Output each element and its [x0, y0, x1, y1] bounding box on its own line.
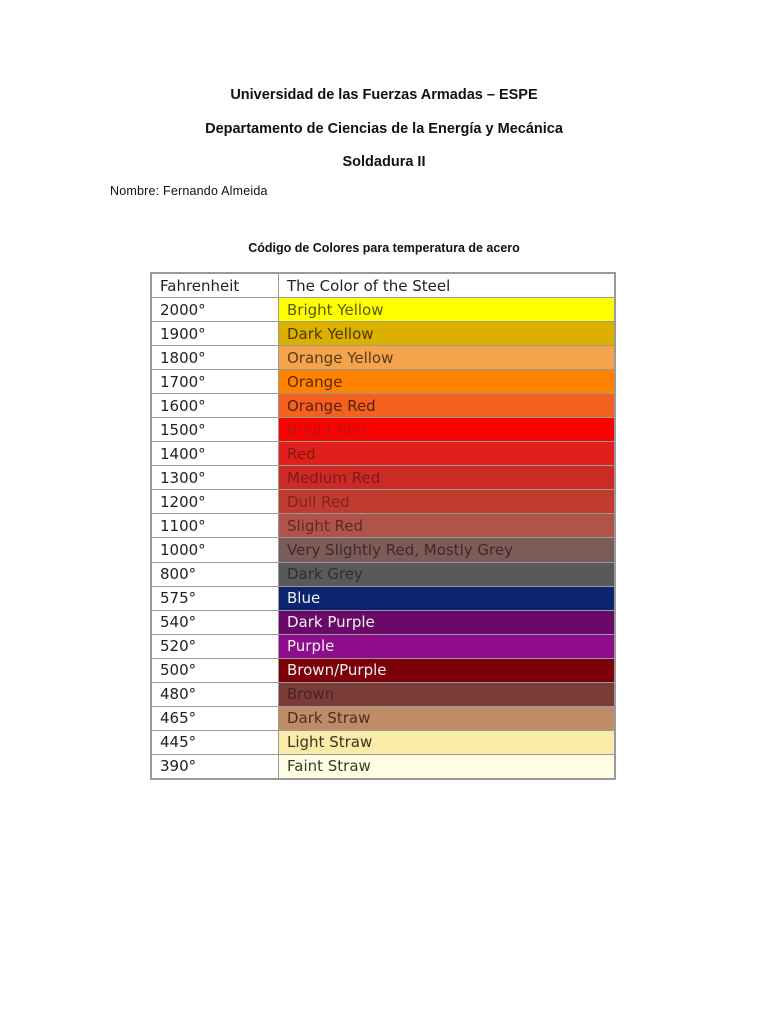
- steel-color-cell: Dark Yellow: [279, 322, 615, 346]
- temperature-cell: 1100°: [152, 514, 279, 538]
- table-row: [152, 538, 615, 562]
- table-row: [152, 346, 615, 370]
- table-row: [152, 754, 615, 778]
- steel-color-cell: Dark Grey: [279, 562, 615, 586]
- steel-color-cell: Red: [279, 442, 615, 466]
- steel-color-cell: Dull Red: [279, 490, 615, 514]
- temperature-cell: 1400°: [152, 442, 279, 466]
- table-header-row: [152, 274, 615, 298]
- temperature-cell: 1800°: [152, 346, 279, 370]
- steel-color-cell: Bright Red: [279, 418, 615, 442]
- temperature-cell: 540°: [152, 610, 279, 634]
- student-name: Nombre: Fernando Almeida: [110, 184, 268, 198]
- table-body: [152, 298, 615, 779]
- department-title: Departamento de Ciencias de la Energía y Mecánica: [205, 121, 563, 137]
- table-row: [152, 370, 615, 394]
- temperature-cell: 575°: [152, 586, 279, 610]
- table-row: [152, 514, 615, 538]
- table-row: [152, 610, 615, 634]
- table-row: [152, 730, 615, 754]
- steel-color-cell: Light Straw: [279, 730, 615, 754]
- table-row: [152, 298, 615, 322]
- temperature-cell: 1600°: [152, 394, 279, 418]
- steel-color-cell: Brown: [279, 682, 615, 706]
- table-caption: Código de Colores para temperatura de acero: [248, 241, 520, 255]
- table-row: [152, 586, 615, 610]
- table-row: [152, 658, 615, 682]
- steel-color-cell: Faint Straw: [279, 754, 615, 778]
- table-row: [152, 442, 615, 466]
- steel-color-cell: Orange: [279, 370, 615, 394]
- table-row: [152, 322, 615, 346]
- steel-color-cell: Medium Red: [279, 466, 615, 490]
- temperature-cell: 445°: [152, 730, 279, 754]
- steel-color-table: [151, 273, 615, 779]
- steel-color-cell: Brown/Purple: [279, 658, 615, 682]
- column-header-fahrenheit: Fahrenheit: [152, 274, 279, 298]
- table-row: [152, 682, 615, 706]
- temperature-cell: 465°: [152, 706, 279, 730]
- course-title: Soldadura II: [342, 154, 426, 170]
- temperature-cell: 1700°: [152, 370, 279, 394]
- table-row: [152, 706, 615, 730]
- temperature-cell: 520°: [152, 634, 279, 658]
- steel-color-cell: Very Slightly Red, Mostly Grey: [279, 538, 615, 562]
- temperature-cell: 2000°: [152, 298, 279, 322]
- steel-color-cell: Orange Yellow: [279, 346, 615, 370]
- column-header-steel-color: The Color of the Steel: [279, 274, 615, 298]
- table-row: [152, 634, 615, 658]
- temperature-cell: 500°: [152, 658, 279, 682]
- steel-color-cell: Orange Red: [279, 394, 615, 418]
- temperature-cell: 1900°: [152, 322, 279, 346]
- table-row: [152, 466, 615, 490]
- steel-color-cell: Bright Yellow: [279, 298, 615, 322]
- temperature-cell: 1300°: [152, 466, 279, 490]
- temperature-cell: 1000°: [152, 538, 279, 562]
- temperature-cell: 390°: [152, 754, 279, 778]
- table-row: [152, 490, 615, 514]
- steel-color-cell: Dark Purple: [279, 610, 615, 634]
- temperature-cell: 800°: [152, 562, 279, 586]
- temperature-cell: 1200°: [152, 490, 279, 514]
- steel-color-cell: Slight Red: [279, 514, 615, 538]
- table-row: [152, 562, 615, 586]
- university-title: Universidad de las Fuerzas Armadas – ESPE: [230, 87, 538, 103]
- table-row: [152, 418, 615, 442]
- steel-color-table-container: [150, 272, 616, 780]
- steel-color-cell: Purple: [279, 634, 615, 658]
- temperature-cell: 480°: [152, 682, 279, 706]
- temperature-cell: 1500°: [152, 418, 279, 442]
- steel-color-cell: Dark Straw: [279, 706, 615, 730]
- table-row: [152, 394, 615, 418]
- steel-color-cell: Blue: [279, 586, 615, 610]
